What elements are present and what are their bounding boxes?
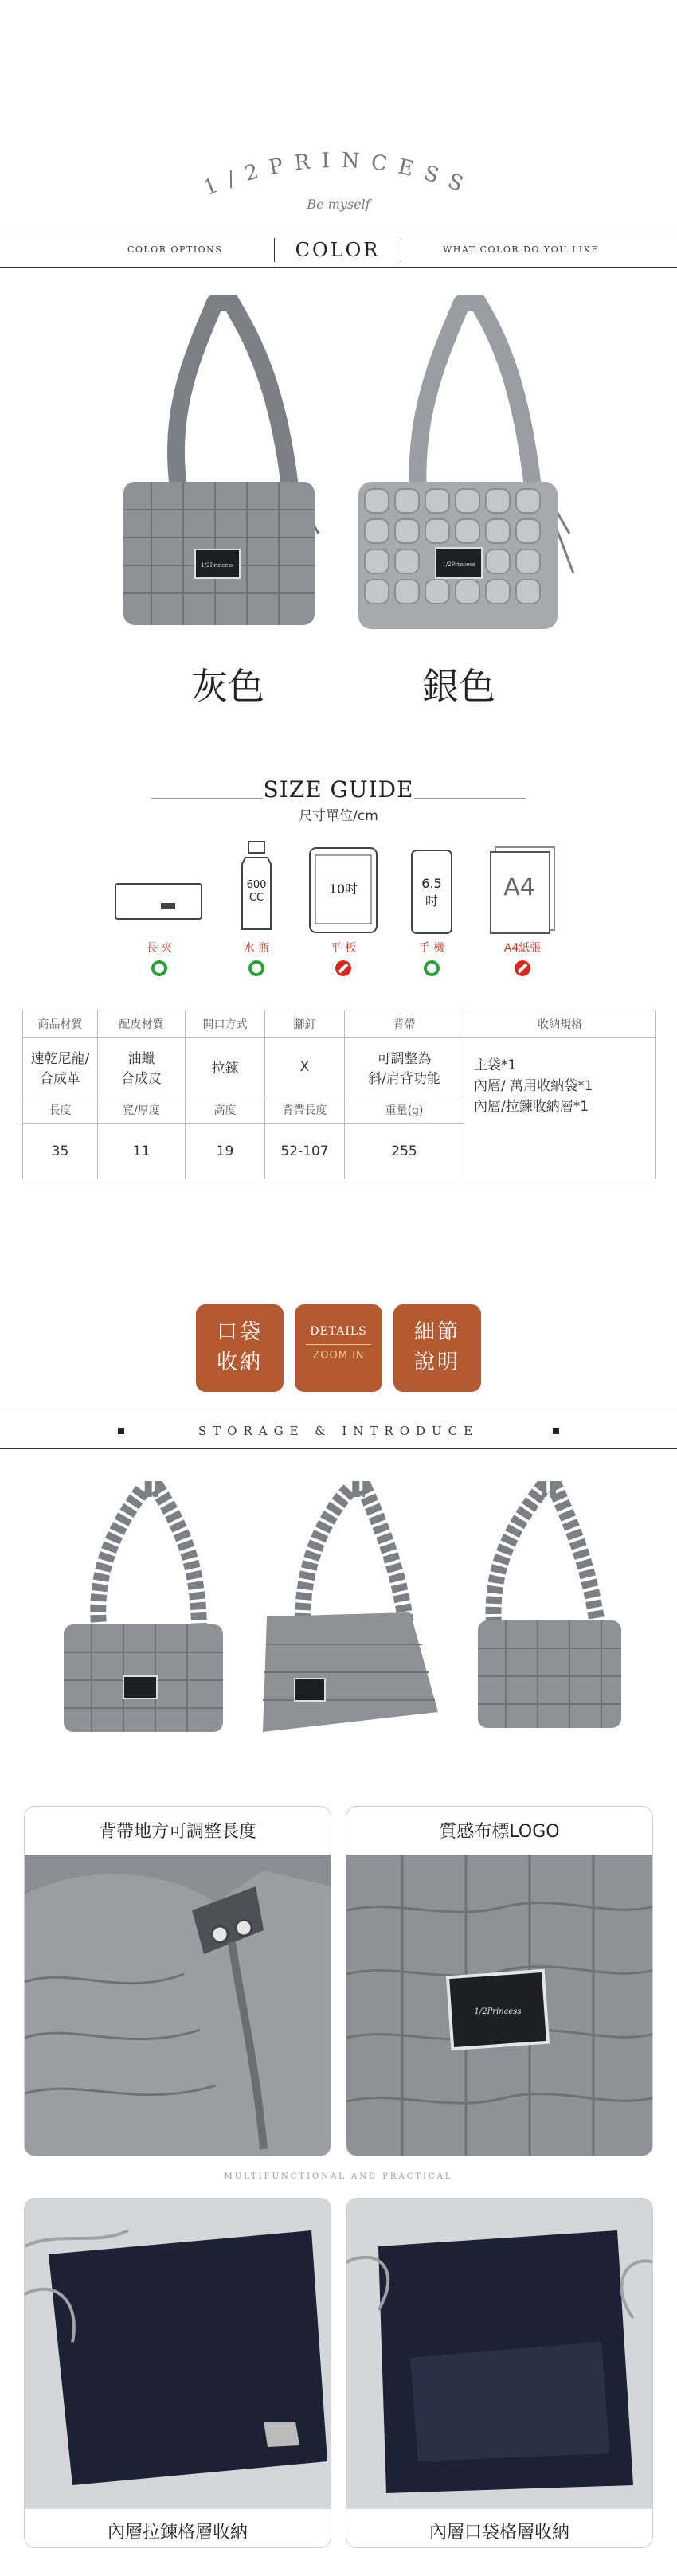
bag-angles-image <box>48 1481 645 1744</box>
bullet-icon <box>553 1428 559 1434</box>
strap-detail-image <box>25 1855 331 2156</box>
zoom-in-label: ZOOM IN <box>306 1344 371 1364</box>
strap-detail-title: 背帶地方可調整長度 <box>98 1822 256 1842</box>
zip-pocket-title: 內層拉鍊格層收納 <box>107 2523 248 2543</box>
spec-header: 寬/厚度 <box>98 1096 186 1124</box>
storage-item: 內層/ 萬用收納袋*1 <box>474 1078 593 1094</box>
fit-no-icon <box>335 960 351 976</box>
fit-ok-icon <box>248 960 264 976</box>
brand-name: 1/2PRINCESS <box>200 148 477 201</box>
phone-icon <box>409 848 454 936</box>
spec-value: 速乾尼龍/合成革 <box>23 1038 98 1096</box>
multifunctional-caption: MULTIFUNCTIONAL AND PRACTICAL <box>224 2172 453 2181</box>
spec-value: 11 <box>98 1124 186 1179</box>
svg-text:600CC: 600 CC <box>246 879 267 904</box>
detail-description-button[interactable]: 細節 說明 <box>393 1304 481 1392</box>
inner-pocket-panel <box>346 2198 653 2548</box>
fit-label-a4: A4紙張 <box>503 942 542 955</box>
svg-text:1/2Princess: 1/2Princess <box>442 561 475 568</box>
spec-value: 拉鍊 <box>186 1038 265 1096</box>
details-label: DETAILS <box>310 1325 367 1338</box>
color-heading: COLOR <box>274 238 401 262</box>
wallet-icon <box>112 876 207 924</box>
silver-bag-image <box>342 295 589 645</box>
svg-text:吋: 吋 <box>425 893 439 909</box>
spec-header: 腳釘 <box>265 1010 345 1038</box>
fit-label-tablet: 平 板 <box>330 942 357 955</box>
svg-text:1/2PRINCESS <box>200 149 476 201</box>
svg-text:A4: A4 <box>503 874 535 901</box>
storage-intro-text: STORAGE & INTRODUCE <box>198 1424 479 1438</box>
spec-header: 商品材質 <box>23 1010 98 1038</box>
color-silver-label: 銀色 <box>422 665 495 708</box>
color-grey-label: 灰色 <box>191 665 264 708</box>
strap-detail-panel <box>24 1806 331 2156</box>
storage-item: 主袋*1 <box>474 1057 517 1073</box>
brand-slogan: Be myself <box>307 197 370 212</box>
spec-header: 背帶長度 <box>265 1096 345 1124</box>
logo-detail-panel <box>346 1806 653 2156</box>
spec-header: 重量(g) <box>345 1096 464 1124</box>
storage-intro-bar <box>0 1413 677 1449</box>
spec-value: 19 <box>186 1124 265 1179</box>
paper-icon <box>489 846 556 935</box>
spec-table <box>22 1010 656 1179</box>
spec-header: 收納規格 <box>464 1010 656 1038</box>
svg-text:10吋: 10吋 <box>328 881 358 897</box>
zip-pocket-image <box>25 2199 331 2509</box>
color-options-bar <box>0 233 677 268</box>
tablet-icon <box>307 846 379 935</box>
spec-value: 52-107 <box>265 1124 345 1179</box>
storage-list <box>464 1038 656 1179</box>
spec-header: 開口方式 <box>186 1010 265 1038</box>
color-options-text: COLOR OPTIONS <box>127 244 223 255</box>
inner-pocket-title: 內層口袋格層收納 <box>429 2523 569 2543</box>
fit-label-bottle: 水 瓶 <box>243 942 270 955</box>
spec-header: 背帶 <box>345 1010 464 1038</box>
svg-text:6.5: 6.5 <box>421 876 442 891</box>
spec-value: 255 <box>345 1124 464 1179</box>
pocket-storage-button[interactable]: 口袋 收納 <box>196 1304 284 1392</box>
spec-value: X <box>265 1038 345 1096</box>
grey-bag-image <box>104 295 342 645</box>
spec-header: 長度 <box>23 1096 98 1124</box>
spec-value: 可調整為 斜/肩背功能 <box>345 1038 464 1096</box>
zip-pocket-panel <box>24 2198 331 2548</box>
logo-detail-image <box>346 1855 653 2156</box>
inner-pocket-image <box>346 2199 653 2509</box>
spec-header: 高度 <box>186 1096 265 1124</box>
brand-logo <box>0 135 677 231</box>
fit-label-wallet: 長 夾 <box>146 942 173 955</box>
fit-label-phone: 手 機 <box>418 942 445 955</box>
bottle-icon <box>237 840 276 934</box>
fit-no-icon <box>515 960 530 976</box>
logo-detail-title: 質感布標LOGO <box>439 1822 560 1842</box>
fit-ok-icon <box>151 960 167 976</box>
storage-item: 內層/拉鍊收納層*1 <box>474 1099 589 1115</box>
spec-value: 油蠟 合成皮 <box>98 1038 186 1096</box>
svg-text:1/2Princess: 1/2Princess <box>474 2007 522 2016</box>
spec-value: 35 <box>23 1124 98 1179</box>
size-guide-unit: 尺寸單位/cm <box>299 808 378 824</box>
what-color-text: WHAT COLOR DO YOU LIKE <box>443 244 599 255</box>
spec-header: 配皮材質 <box>98 1010 186 1038</box>
svg-text:1/2Princess: 1/2Princess <box>201 562 234 569</box>
fit-ok-icon <box>424 960 440 976</box>
size-guide-title: SIZE GUIDE <box>263 776 414 803</box>
details-zoom-button[interactable] <box>295 1304 382 1392</box>
